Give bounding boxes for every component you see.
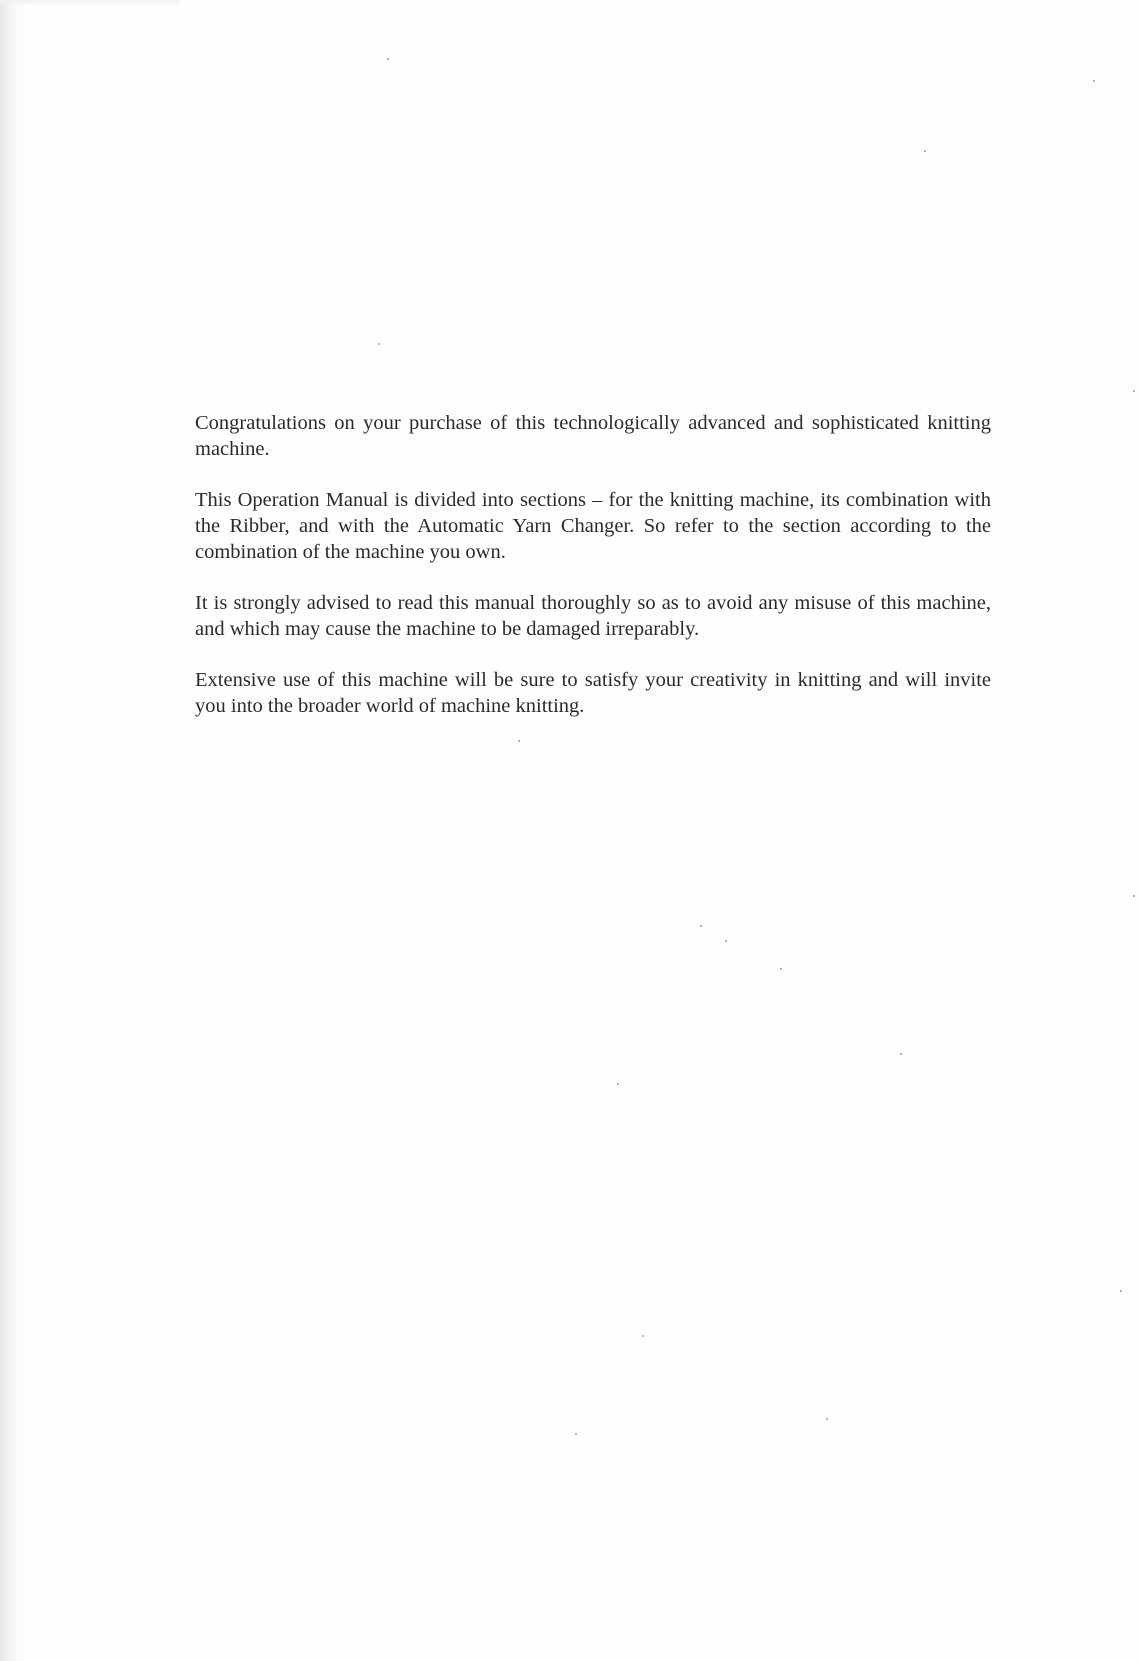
- scan-speck: [780, 968, 782, 970]
- scan-speck: [725, 940, 727, 942]
- paragraph-manual-sections: This Operation Manual is divided into sections – for the knitting machine, its combination with the Ribber, and with the Automatic Yarn Changer. So refer to the section according to the combination of the machine you own.: [195, 489, 991, 563]
- scan-top-shadow: [0, 0, 180, 6]
- paragraph-creativity: Extensive use of this machine will be sure to satisfy your creativity in knitting and will invite you into the broader world of machine knitting.: [195, 669, 991, 717]
- scan-speck: [1093, 80, 1095, 82]
- scan-speck: [642, 1335, 644, 1337]
- scan-speck: [924, 150, 926, 152]
- scan-speck: [617, 1083, 619, 1085]
- scan-speck: [1133, 390, 1135, 392]
- scan-speck: [900, 1053, 902, 1055]
- scan-speck: [387, 58, 389, 60]
- scan-speck: [700, 925, 702, 927]
- scan-speck: [1133, 895, 1135, 897]
- paragraph-read-advice: It is strongly advised to read this manual thoroughly so as to avoid any misuse of this machine, and which may cause the machine to be damaged irreparably.: [195, 592, 991, 640]
- scan-speck: [575, 1433, 577, 1435]
- paragraph-congratulations: Congratulations on your purchase of this technologically advanced and sophisticated knitting machine.: [195, 412, 991, 460]
- body-text: [195, 410, 991, 744]
- scan-speck: [1120, 1290, 1122, 1292]
- scan-edge-shadow: [0, 0, 30, 1661]
- scan-speck: [826, 1418, 828, 1420]
- scan-speck: [378, 343, 380, 345]
